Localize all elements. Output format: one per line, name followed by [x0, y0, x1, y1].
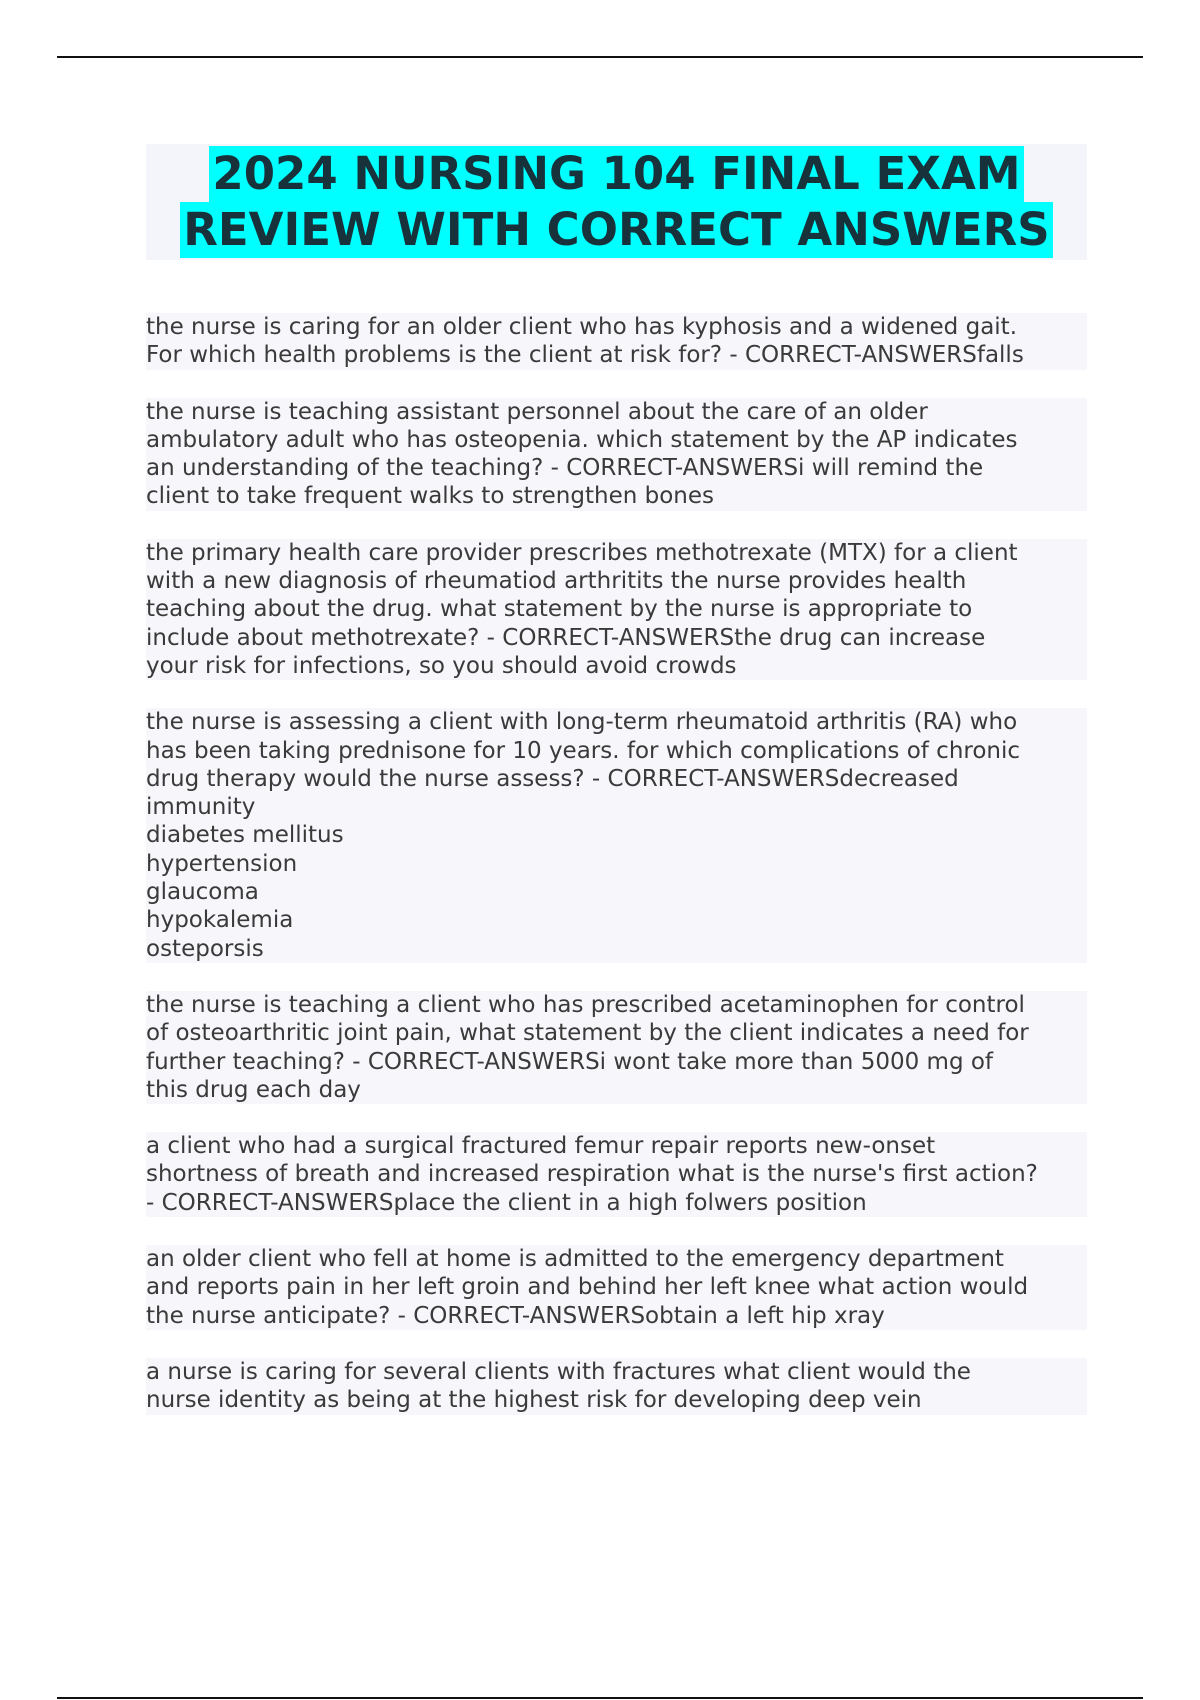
qa-text-line: of osteoarthritic joint pain, what statement by the client indicates a need for: [146, 1020, 1029, 1047]
qa-text-line: an understanding of the teaching? - CORRECT-ANSWERSi will remind the: [146, 455, 984, 482]
qa-text-line: the nurse is caring for an older client who has kyphosis and a widened gait.: [146, 314, 1018, 340]
qa-text-line: your risk for infections, so you should avoid crowds: [146, 652, 737, 679]
qa-text-line: teaching about the drug. what statement by the nurse is appropriate to: [146, 596, 973, 623]
qa-text-line: diabetes mellitus: [146, 822, 344, 849]
qa-text-line: nurse identity as being at the highest risk for developing deep vein: [146, 1387, 922, 1414]
qa-text-line: client to take frequent walks to strengthen bones: [146, 483, 714, 510]
question-answer-list: [146, 313, 1087, 1443]
qa-item: [146, 539, 1087, 680]
qa-text-line: the nurse is teaching a client who has prescribed acetaminophen for control: [146, 991, 1025, 1018]
qa-text-line: the nurse anticipate? - CORRECT-ANSWERSobtain a left hip xray: [146, 1302, 885, 1329]
qa-text-line: and reports pain in her left groin and behind her left knee what action would: [146, 1274, 1029, 1301]
qa-text-line: ambulatory adult who has osteopenia. which statement by the AP indicates: [146, 426, 1018, 453]
qa-text-line: shortness of breath and increased respiration what is the nurse's first action?: [146, 1161, 1038, 1188]
qa-text-line: - CORRECT-ANSWERSplace the client in a high folwers position: [146, 1189, 867, 1216]
qa-item: [146, 398, 1087, 511]
qa-text-line: a client who had a surgical fractured femur repair reports new-onset: [146, 1133, 936, 1160]
qa-text-line: the nurse is teaching assistant personnel about the care of an older: [146, 398, 928, 425]
qa-text-line: osteporsis: [146, 935, 264, 962]
document-title: [146, 144, 1087, 260]
qa-text-line: with a new diagnosis of rheumatiod arthritits the nurse provides health: [146, 568, 967, 595]
qa-item: [146, 313, 1087, 370]
title-line-2: REVIEW WITH CORRECT ANSWERS: [180, 202, 1052, 258]
qa-text-line: the nurse is assessing a client with long-term rheumatoid arthritis (RA) who: [146, 709, 1018, 736]
qa-text-line: an older client who fell at home is admitted to the emergency department: [146, 1246, 1004, 1273]
qa-text-line: glaucoma: [146, 879, 259, 906]
qa-item: [146, 1132, 1087, 1217]
qa-item: [146, 991, 1087, 1104]
qa-text-line: immunity: [146, 794, 256, 821]
top-rule: [57, 56, 1143, 58]
qa-text-line: hypertension: [146, 850, 298, 877]
qa-text-line: hypokalemia: [146, 907, 294, 934]
qa-text-line: include about methotrexate? - CORRECT-ANSWERSthe drug can increase: [146, 624, 986, 651]
qa-item: [146, 1358, 1087, 1415]
qa-text-line: has been taking prednisone for 10 years. for which complications of chronic: [146, 737, 1021, 764]
bottom-rule: [57, 1697, 1143, 1699]
qa-text-line: drug therapy would the nurse assess? - CORRECT-ANSWERSdecreased: [146, 765, 959, 792]
qa-text-line: For which health problems is the client at risk for? - CORRECT-ANSWERSfalls: [146, 342, 1024, 369]
qa-text-line: further teaching? - CORRECT-ANSWERSi wont take more than 5000 mg of: [146, 1048, 994, 1075]
qa-text-line: a nurse is caring for several clients with fractures what client would the: [146, 1358, 971, 1385]
qa-text-line: the primary health care provider prescribes methotrexate (MTX) for a client: [146, 539, 1018, 566]
qa-text-line: this drug each day: [146, 1076, 361, 1103]
qa-item: [146, 1245, 1087, 1330]
title-line-1: 2024 NURSING 104 FINAL EXAM: [209, 146, 1023, 202]
qa-item: [146, 708, 1087, 963]
